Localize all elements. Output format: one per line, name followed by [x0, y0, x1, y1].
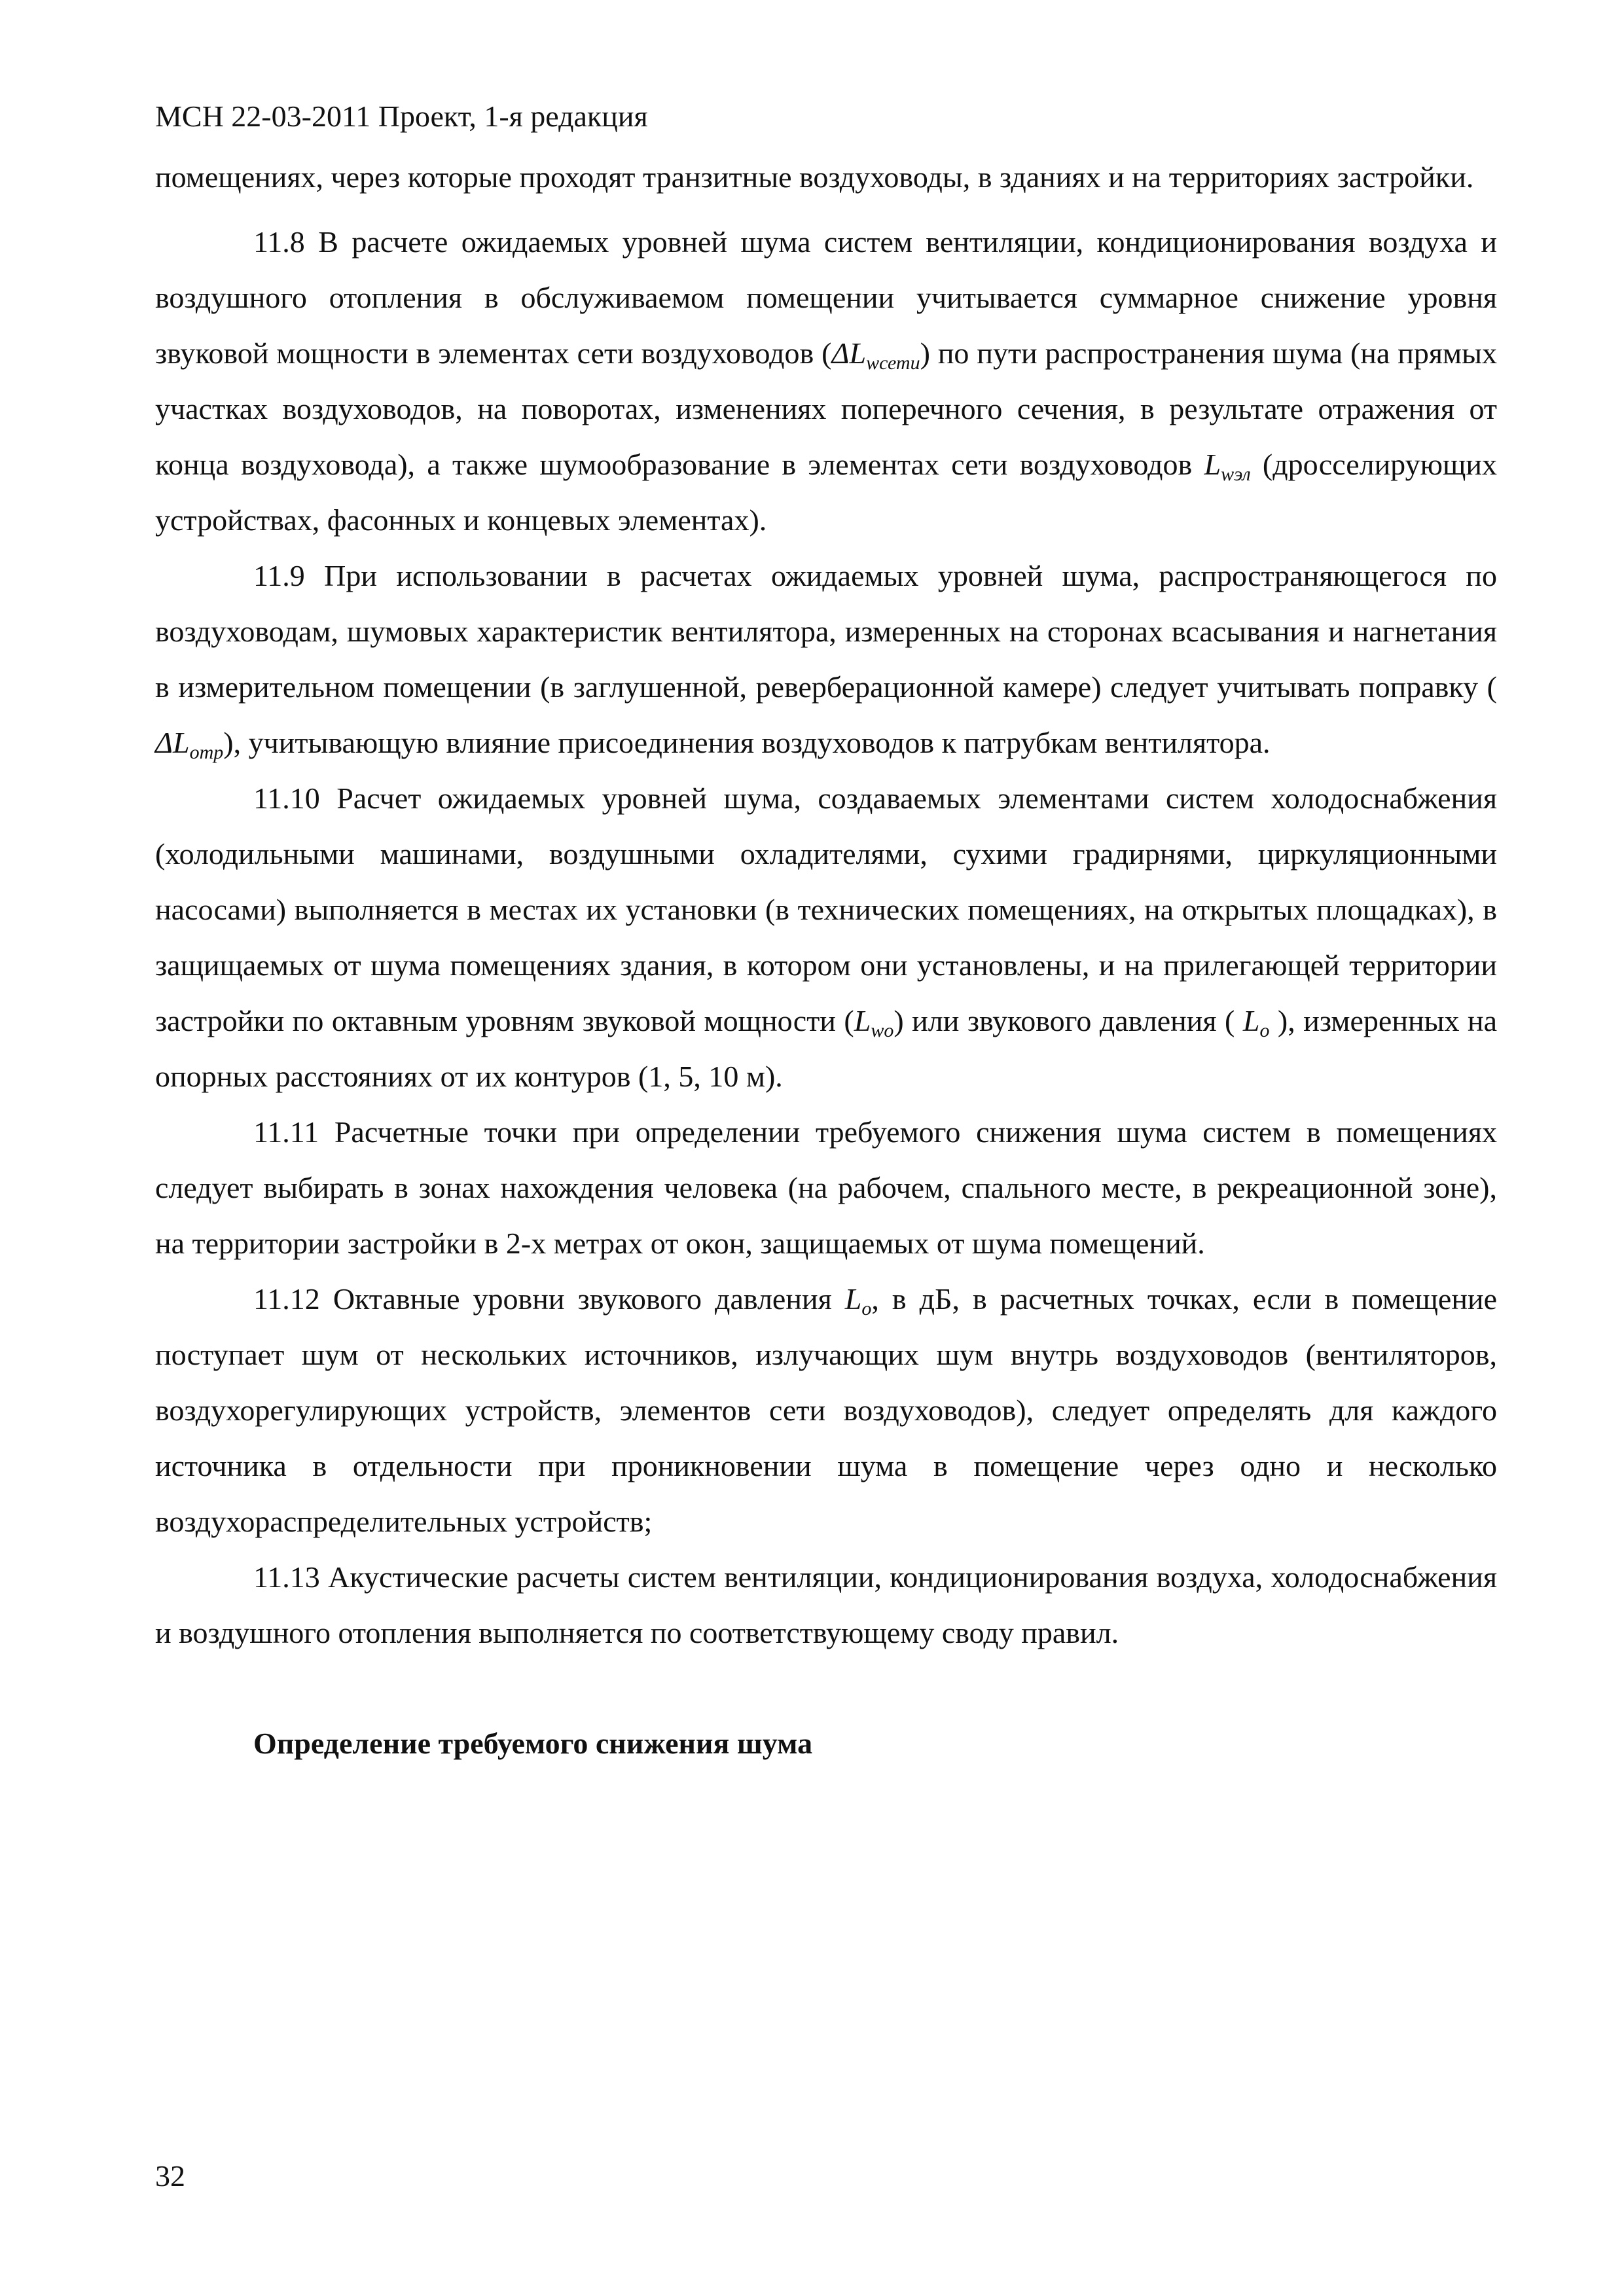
paragraph-continuation: помещениях, через которые проходят транзитные воздуховоды, в зданиях и на территориях застройки. [155, 160, 1474, 194]
text-segment: 11.12 Октавные уровни звукового давления [253, 1282, 845, 1316]
document-header: МСН 22-03-2011 Проект, 1-я редакция [155, 99, 648, 133]
text-segment: ) или звукового давления ( [893, 1004, 1243, 1037]
math-delta-l-network: $\Delta L_{wсети}$ [831, 336, 920, 374]
text-segment: 11.9 При использовании в расчетах ожидаемых уровней шума, распространяющегося по воздуховодам, шумовых характеристик вентилятора, измеренных на сторонах всасывания и нагнетания в измерительном помещении (в заглушенной, реверберационной камере) следует учитывать поправку ( [155, 559, 1497, 704]
page-number: 32 [155, 2159, 185, 2193]
math-delta-l-correction: $\Delta L_{отр}$ [155, 726, 224, 763]
text-segment: 11.10 Расчет ожидаемых уровней шума, создаваемых элементами систем холодоснабжения (холодильными машинами, воздушными охладителями, сухими градирнями, циркуляционными насосами) выполняется в местах их установки (в технических помещениях, на открытых площадках), в защищаемых от шума помещениях здания, в котором они установлены, и на прилегающей территории застройки по октавным уровням звуковой мощности ( [155, 781, 1497, 1037]
math-l-element: $L_{wэл}$ [1204, 448, 1251, 485]
paragraph-11-10 [155, 770, 1497, 1104]
text-segment: ) по пути распространения шума (на прямых участках воздуховодов, на поворотах, изменениях поперечного сечения, в результате отражения от конца воздуховода), а также шумообразование в элементах сети воздуховодов [155, 336, 1497, 481]
document-body [155, 149, 1497, 1771]
math-l-sound-power: $L_{wo}$ [854, 1004, 894, 1041]
paragraph-11-8 [155, 214, 1497, 548]
paragraph-11-11: 11.11 Расчетные точки при определении требуемого снижения шума систем в помещениях следует выбирать в зонах нахождения человека (на рабочем, спального месте, в рекреационной зоне), на территории застройки в 2-х метрах от окон, защищаемых от шума помещений. [155, 1115, 1497, 1260]
text-segment: 11.8 В расчете ожидаемых уровней шума систем вентиляции, кондиционирования воздуха и воздушного отопления в обслуживаемом помещении учитывается суммарное снижение уровня звуковой мощности в элементах сети воздуховодов ( [155, 225, 1497, 370]
paragraph-11-13: 11.13 Акустические расчеты систем вентиляции, кондиционирования воздуха, холодоснабжения и воздушного отопления выполняется по соответствующему своду правил. [155, 1560, 1497, 1649]
text-segment: ), учитывающую влияние присоединения воздуховодов к патрубкам вентилятора. [223, 726, 1271, 759]
text-segment: (дросселирующих устройствах, фасонных и концевых элементах). [155, 448, 1497, 537]
text-segment: ), измеренных на опорных расстояниях от их контуров (1, 5, 10 м). [155, 1004, 1498, 1093]
section-heading: Определение требуемого снижения шума [253, 1727, 813, 1760]
paragraph-11-9 [155, 548, 1497, 770]
text-segment: , в дБ, в расчетных точках, если в помещение поступает шум от нескольких источников, излучающих шум внутрь воздуховодов (вентиляторов, воздухорегулирующих устройств, элементов сети воздуховодов), следует определять для каждого источника в отдельности при проникновении шума в помещение через одно и несколько воздухораспределительных устройств; [155, 1282, 1497, 1538]
math-l-octave: $L_o$ [844, 1282, 872, 1319]
paragraph-11-12 [155, 1271, 1497, 1549]
math-l-sound-pressure: $L_o$ [1242, 1004, 1270, 1041]
